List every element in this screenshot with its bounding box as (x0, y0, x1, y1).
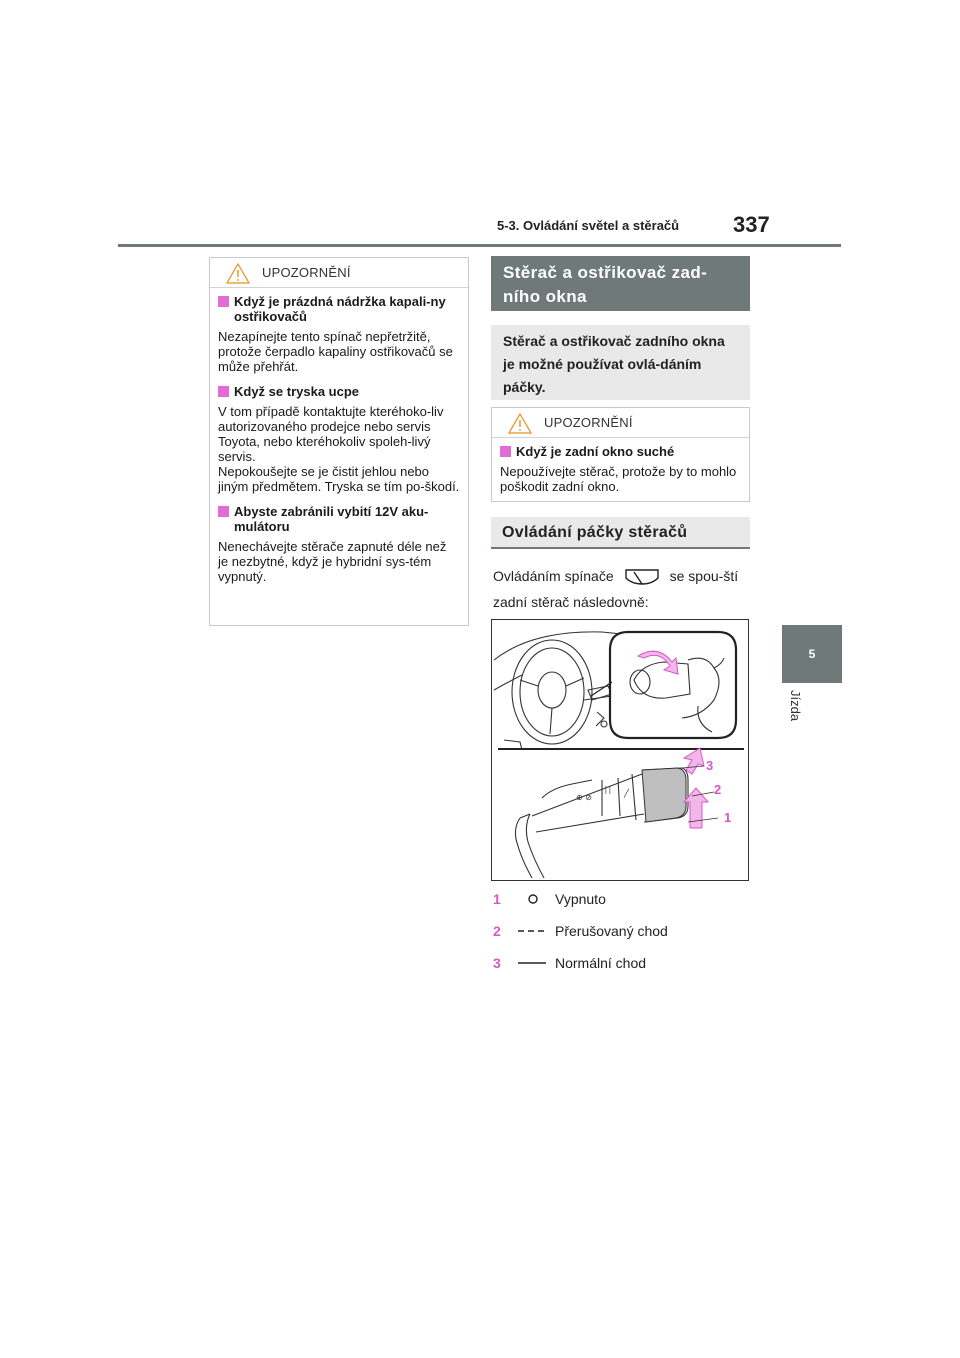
lever-diagram (492, 620, 750, 882)
callout-1: 1 (724, 810, 732, 825)
o-circle-icon (517, 893, 547, 905)
warning-item-title: Abyste zabránili vybití 12V aku-mulátoru (218, 504, 460, 534)
svg-text:╱: ╱ (624, 789, 629, 798)
callout-2: 2 (714, 782, 722, 797)
warning-item-text: V tom případě kontaktujte kteréhoko-liv autorizovaného prodejce nebo servis Toyota, nebo kteréhokoliv spoleh-livý servis. (218, 404, 444, 464)
legend-label: Přerušovaný chod (555, 923, 668, 939)
section-title: 5-3. Ovládání světel a stěračů (497, 218, 680, 233)
warning-triangle-icon (226, 263, 250, 284)
instruction-paragraph: Ovládáním spínače se spou-ští zadní stěrač následovně: (493, 568, 739, 610)
section-heading-rear-wiper: Stěrač a ostřikovač zad-ního okna (491, 256, 750, 311)
warning-title: UPOZORNĚNÍ (544, 415, 633, 430)
bullet-square-icon (218, 296, 229, 307)
chapter-label: Jízda (788, 690, 803, 722)
right-warning-box (491, 407, 750, 502)
svg-text:∣∣: ∣∣ (604, 785, 612, 794)
section-heading-lever: Ovládání páčky stěračů (491, 517, 750, 549)
chapter-tab (782, 625, 842, 683)
warning-item-title: Když se tryska ucpe (218, 384, 460, 399)
left-warning-box (209, 257, 469, 626)
warning-header (210, 258, 468, 288)
intro-box: Stěrač a ostřikovač zadního okna je možné používat ovlá-dáním páčky. (491, 325, 750, 400)
warning-item-text: Nepoužívejte stěrač, protože by to mohlo poškodit zadní okno. (500, 464, 737, 494)
header-divider (118, 244, 841, 247)
legend-label: Normální chod (555, 955, 647, 971)
legend-item-intermittent: 2 Přerušovaný chod (493, 923, 668, 939)
legend-item-normal: 3 Normální chod (493, 955, 647, 971)
legend-label: Vypnuto (555, 891, 606, 907)
warning-triangle-icon (508, 413, 532, 434)
bullet-square-icon (218, 386, 229, 397)
warning-title: UPOZORNĚNÍ (262, 265, 351, 280)
svg-text:⊕ ⊘: ⊕ ⊘ (576, 793, 592, 802)
warning-item-text: Nezapínejte tento spínač nepřetržitě, protože čerpadlo kapaliny ostřikovačů se může přehřát. (218, 329, 453, 374)
warning-item-text: Nepokoušejte se je čistit jehlou nebo jiným předmětem. Tryska se tím po-škodí. (218, 464, 460, 494)
bullet-square-icon (500, 446, 511, 457)
warning-header (492, 408, 749, 438)
wiper-lever-illustration (491, 619, 749, 881)
warning-item-text: Nenechávejte stěrače zapnuté déle než je nezbytné, když je hybridní sys-tém vypnutý. (218, 539, 447, 584)
legend-item-off: 1 Vypnuto (493, 891, 606, 907)
page-number: 337 (733, 212, 770, 237)
rear-wiper-switch-icon (622, 567, 662, 587)
dashed-line-icon (517, 925, 547, 937)
callout-3: 3 (706, 758, 714, 773)
chapter-number: 5 (808, 647, 816, 661)
bullet-square-icon (218, 506, 229, 517)
solid-line-icon (517, 957, 547, 969)
warning-item-title: Když je zadní okno suché (500, 444, 741, 459)
warning-item-title: Když je prázdná nádržka kapali-ny ostřikovačů (218, 294, 460, 324)
